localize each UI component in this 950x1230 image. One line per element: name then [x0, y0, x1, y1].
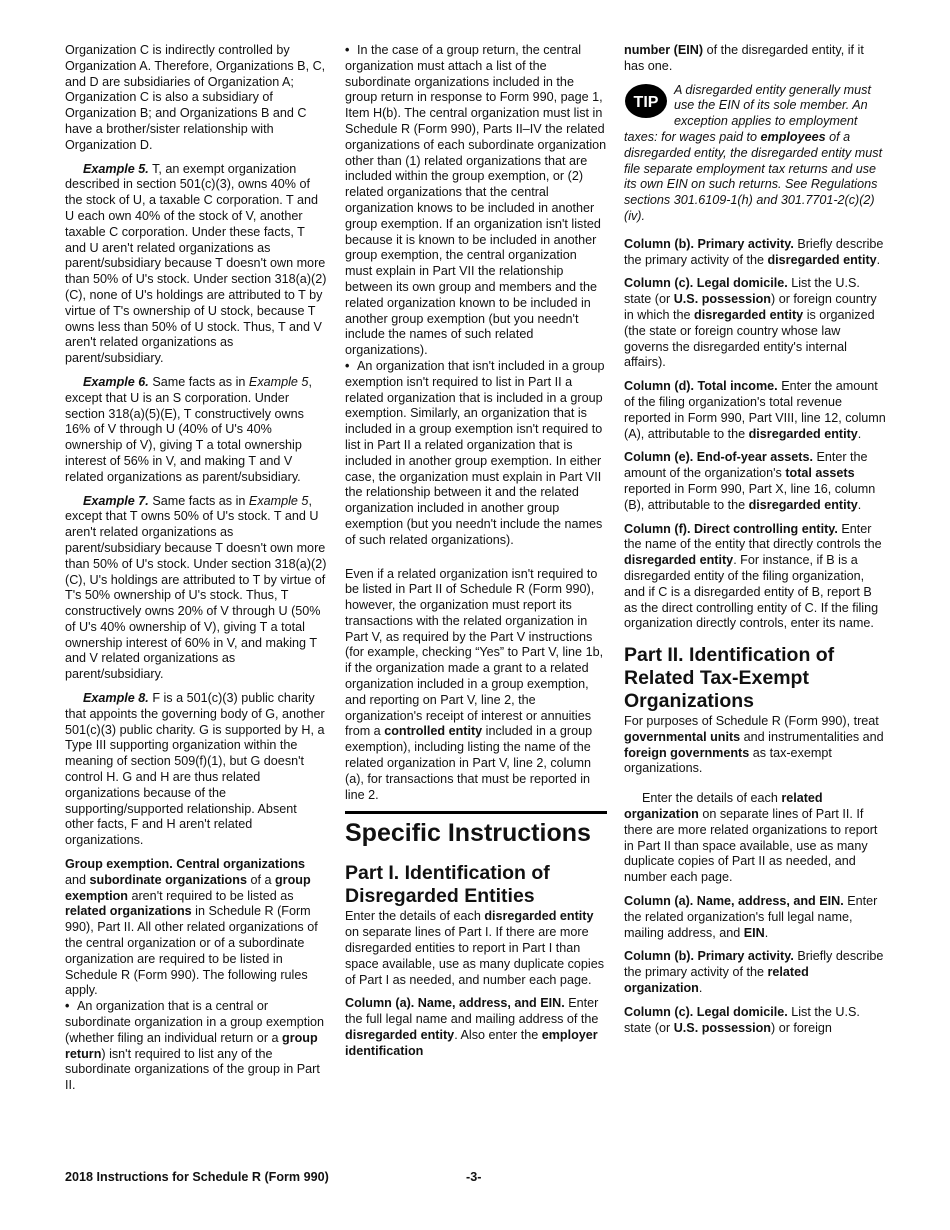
bullet-item: • An organization that is a central or subordinate organization in a group exemption (whether filing an individual return or a group return) isn't required to list any of the subordinate organizations of the group in Part II. [65, 999, 325, 1093]
column-a-paragraph: Column (a). Name, address, and EIN. Enter the full legal name and mailing address of the disregarded entity. Also enter the employer identification [345, 996, 599, 1058]
part-2-column-c-paragraph: Column (c). Legal domicile. List the U.S. state (or U.S. possession) or foreign [624, 1004, 860, 1035]
part-1-heading: Part I. Identification of Disregarded Entities [345, 862, 550, 908]
example-7: Example 7. Same facts as in Example 5, except that T owns 50% of U's stock. T and U aren't related organizations as parent/subsidiary because T doesn't own more than 50% of U's stock. Under section 318(a)(2)(C), U's holdings are attributed to T by virtue of T's 50% ownership of U's stock. Thus, T constructively owns 20% of V through U (50% of U's 40% ownership of V), giving T a total ownership interest of 60% in V, and making T and V related organizations as parent/subsidiary. [65, 493, 327, 682]
bullet-icon: • [345, 43, 350, 57]
footer-title: 2018 Instructions for Schedule R (Form 990) [65, 1170, 329, 1184]
bullet-item: • An organization that isn't included in a group exemption isn't required to list in Part II a related organization that is included in a group exemption. Similarly, an organization that is included in a group exemption isn't required to list in Part II a related organization that is included in another group exemption. In either case, the organization must explain in Part VII the relationship between it and the related organization included in another group exemption (but you needn't include the names of such related organizations). [345, 358, 605, 547]
bullet-item: • In the case of a group return, the central organization must attach a list of the subordinate organizations included in the group return in response to Form 990, page 1, Item H(b). The central organization must list in Schedule R (Form 990), Parts II–IV the related organizations of each subordinate organization other than (1) related organizations that are included within the group exemption, or (2) related organizations that the central organization knows to be included in another group exemption. If an organization isn't listed because it is known to be included in another group exemption, the central organization must explain in Part VII the relationship between its own group and members and the related organization known to be included in another group exemption (but you needn't include the names of such related organizations). [345, 43, 607, 358]
paragraph: Organization C is indirectly controlled by Organization A. Therefore, Organizations B, C, and D are subsidiaries of Organization A; Organization C is also a subsidiary of Organization B; and Organizations B and C have a brother/sister relationship with Organization D. [65, 43, 326, 152]
example-8: Example 8. F is a 501(c)(3) public charity that appoints the governing body of G, another 501(c)(3) public charity. G is supported by H, a Type III supporting organization within the meaning of section 509(f)(1), but G doesn't control H. G and H are thus related organizations because of the supporting/supported relationship. Absent other facts, F and H aren't related organizations. [65, 691, 325, 848]
column-3 [624, 43, 886, 1044]
column-f-paragraph: Column (f). Direct controlling entity. Enter the name of the entity that directly controls the disregarded entity. For instance, if B is a disregarded entity of the filing organization, and if C is a disregarded entity of B, report B as the direct controlling entity of C. If the filing organization directly controls, enter its name. [624, 521, 882, 631]
part-2-column-a-paragraph: Column (a). Name, address, and EIN. Enter the related organization's full legal name, mailing address, and EIN. [624, 894, 878, 940]
column-1 [65, 43, 327, 1094]
page-number: -3- [466, 1170, 482, 1184]
column-d-paragraph: Column (d). Total income. Enter the amount of the filing organization's total revenue reported in Form 990, Part VIII, line 12, column (A), attributable to the disregarded entity. [624, 379, 886, 441]
example-5: Example 5. T, an exempt organization described in section 501(c)(3), owns 40% of the stock of U, a taxable C corporation. T and U each own 40% of the stock of V, another taxable C corporation. Under these facts, T and U aren't related organizations as parent/subsidiary because T doesn't own more than 50% of U's stock. Under section 318(a)(2)(C), none of U's holdings are attributed to T by virtue of T's ownership of U stock, because T owns less than 50% of U stock. Thus, T and V aren't related organizations as parent/subsidiary. [65, 161, 327, 366]
paragraph: For purposes of Schedule R (Form 990), treat governmental units and instrumentalities and foreign governments as tax-exempt organizations. [624, 714, 884, 776]
column-b-paragraph: Column (b). Primary activity. Briefly describe the primary activity of the disregarded entity. [624, 236, 884, 267]
tip-icon [624, 83, 668, 119]
part-2-column-b-paragraph: Column (b). Primary activity. Briefly describe the primary activity of the related organization. [624, 949, 884, 996]
tip-text: A disregarded entity generally must use the EIN of its sole member. An exception applies to employment taxes: for wages paid to employees of a disregarded entity, the disregarded entity must file separate employment tax returns and use its own EIN on such returns. See Regulations sections 301.6109-1(h) and 301.7701-2(c)(2)(iv). [624, 82, 883, 223]
group-exemption-paragraph: Group exemption. Central organizations and subordinate organizations of a group exemption aren't required to be listed as related organizations in Schedule R (Form 990), Part II. All other related organizations of the central organization or of a subordinate organization are required to be listed in Schedule R (Form 990). The following rules apply. [65, 857, 318, 998]
paragraph: Enter the details of each related organization on separate lines of Part II. If there are more related organizations to report in Part II than space available, use as many duplicate copies of Part II as needed, and number each page. [624, 791, 878, 885]
example-6: Example 6. Same facts as in Example 5, except that U is an S corporation. Under section 318(a)(5)(E), T constructively owns 16% of V through U (40% of U's 40% ownership of V), giving T a total ownership interest of 56% in V, and making T and V related organizations as parent/subsidiary. [65, 374, 312, 484]
bullet-icon: • [65, 999, 70, 1014]
svg-text:TIP: TIP [633, 93, 659, 111]
paragraph: Enter the details of each disregarded entity on separate lines of Part I. If there are more disregarded entities to report in Part I than space available, use as many duplicate copies of Part I as needed, and number each page. [345, 909, 605, 987]
part-2-heading: Part II. Identification of Related Tax-Exempt Organizations [624, 644, 835, 713]
tip-box [624, 83, 886, 225]
column-2 [345, 43, 607, 1068]
paragraph: number (EIN) of the disregarded entity, if it has one. [624, 43, 864, 73]
column-e-paragraph: Column (e). End-of-year assets. Enter the amount of the organization's total assets reported in Form 990, Part X, line 16, column (B), attributable to the disregarded entity. [624, 450, 876, 512]
column-c-paragraph: Column (c). Legal domicile. List the U.S. state (or U.S. possession) or foreign country in which the disregarded entity is organized (the state or foreign country whose law governs the disregarded entity's internal affairs). [624, 276, 877, 370]
paragraph: Even if a related organization isn't required to be listed in Part II of Schedule R (Form 990), however, the organization must report its transactions with the related organization in Part V, as required by the Part V instructions (for example, checking “Yes” to Part V, line 1b, if the organization made a grant to a related organization included in a group exemption, and reporting on Part V, line 2, the organization's receipt of interest or annuities from a controlled entity included in a group exemption), including listing the name of the related organization in Part V, line 2, column (a), for transactions that must be reported in line 2. [345, 566, 604, 802]
section-title: Specific Instructions [345, 811, 607, 848]
bullet-icon: • [345, 358, 350, 373]
